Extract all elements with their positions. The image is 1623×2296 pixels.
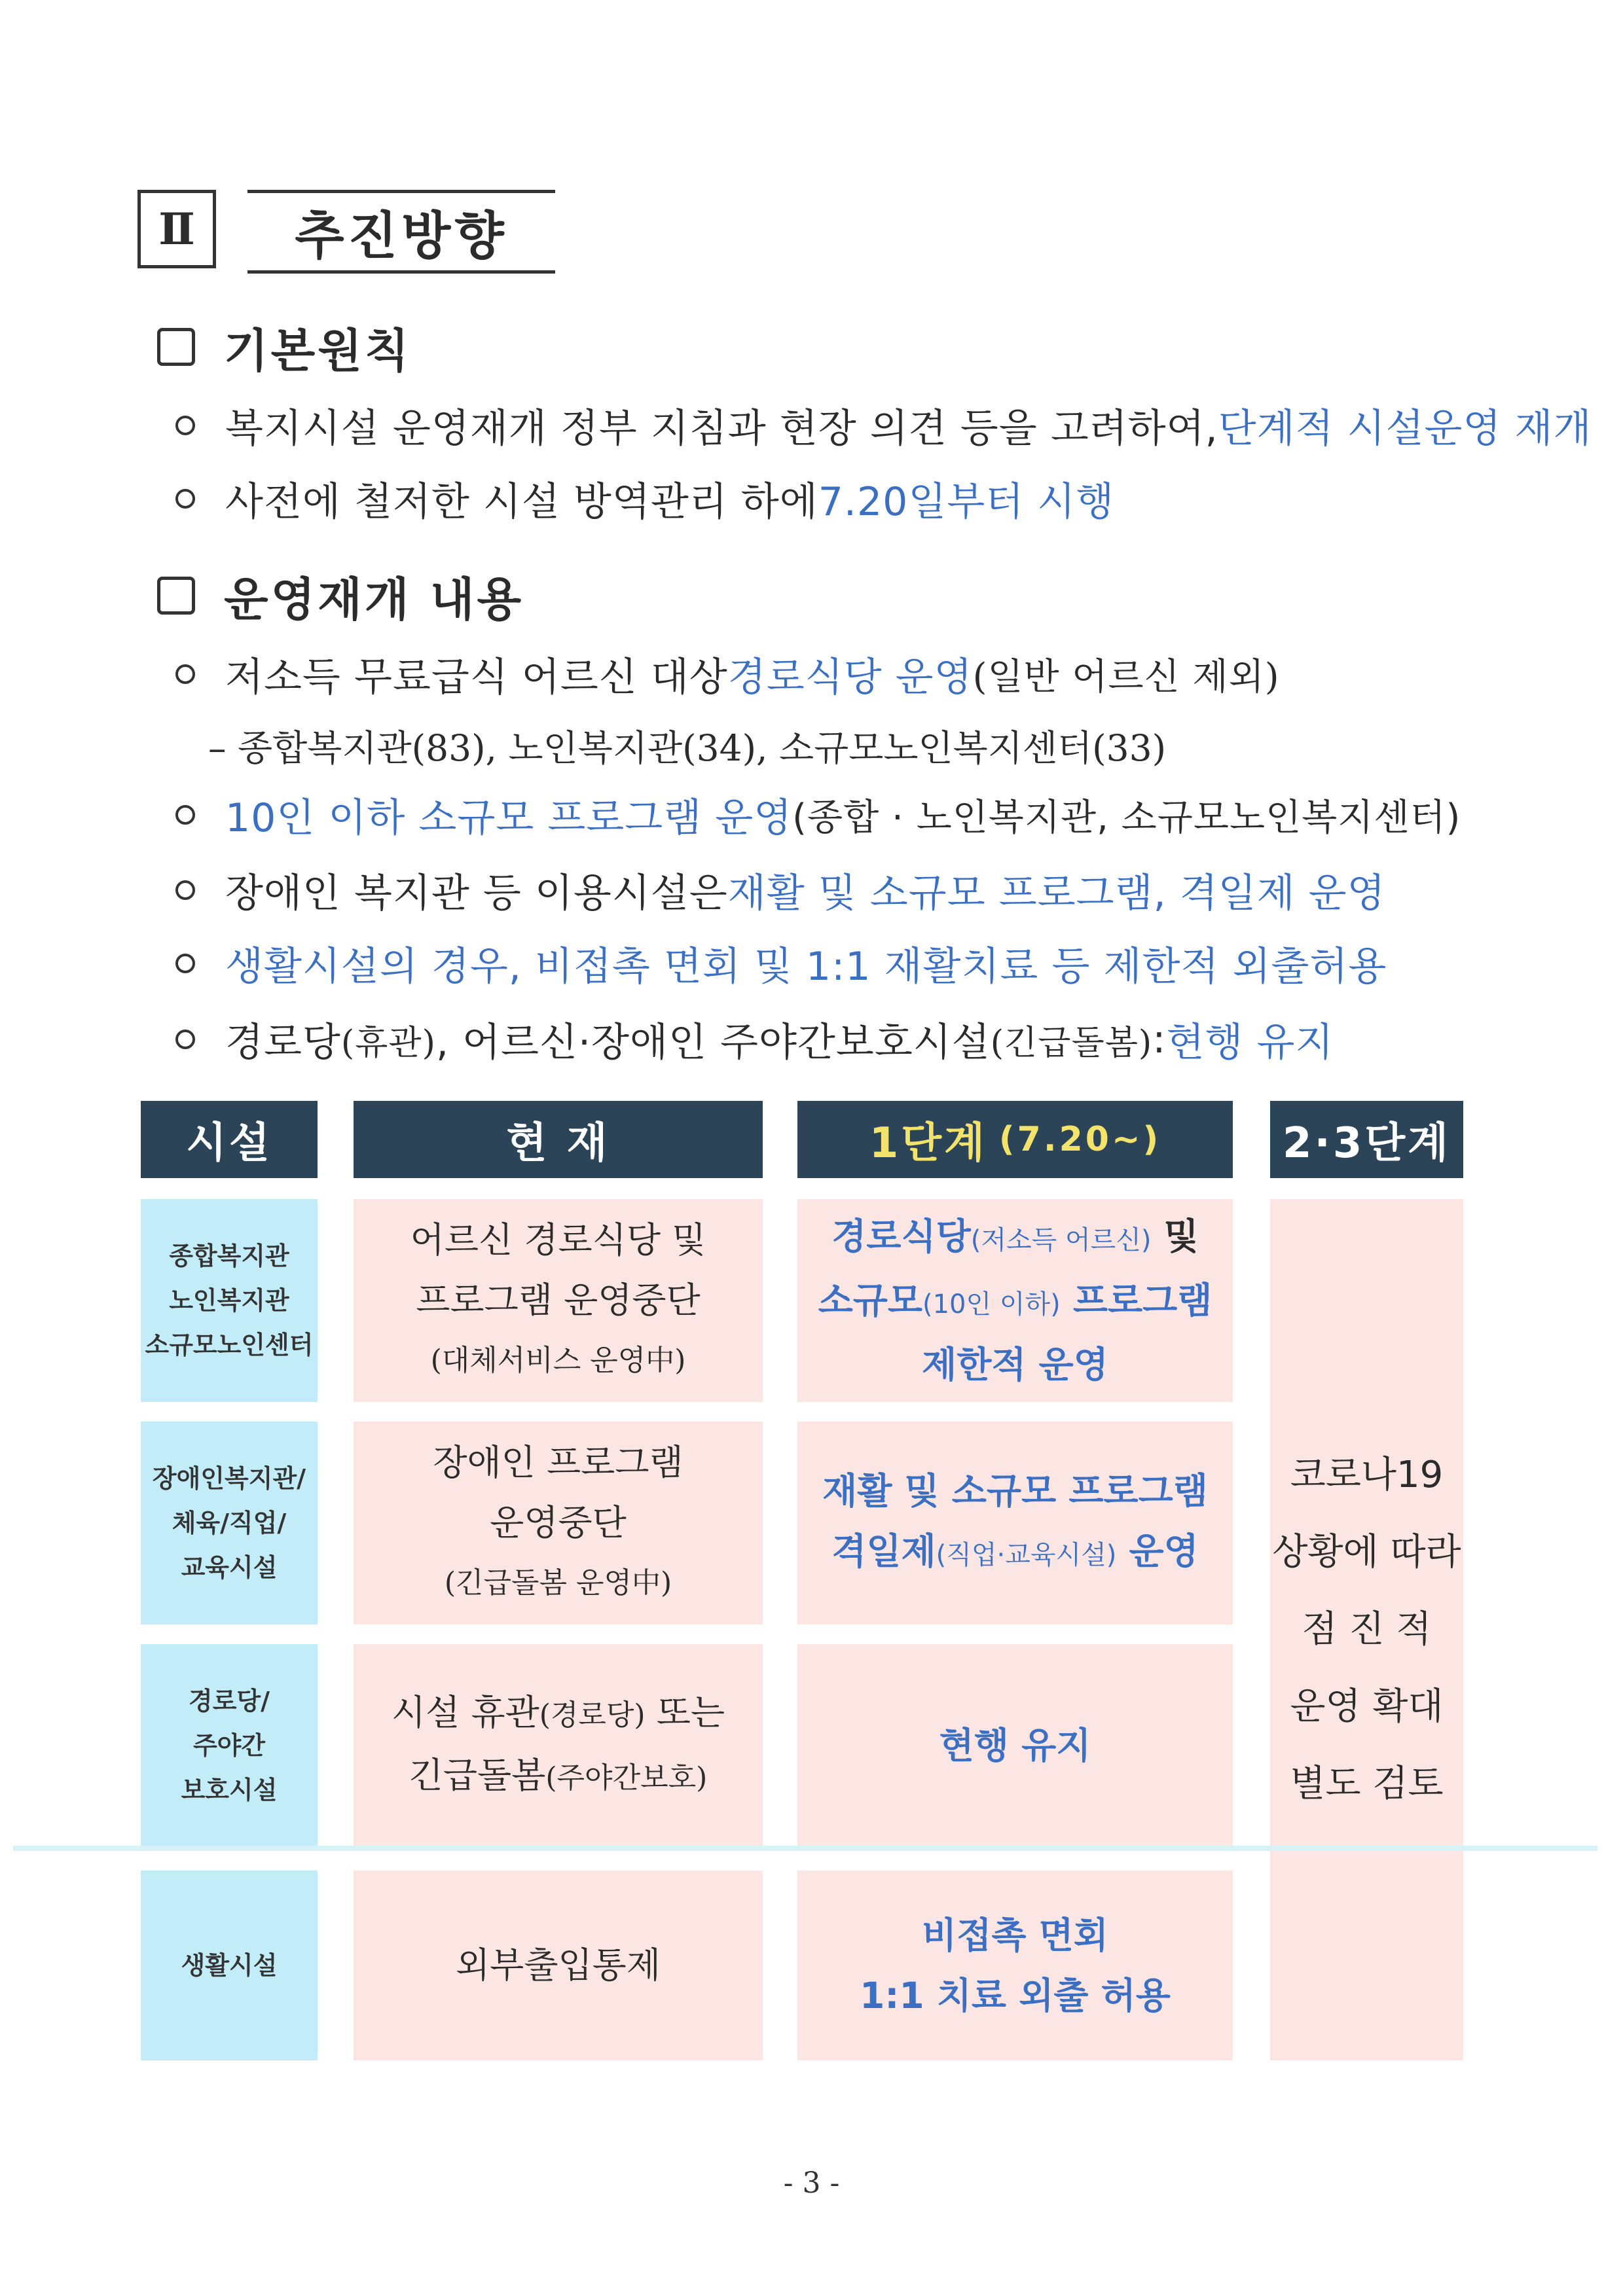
bullet-text: 사전에 철저한 시설 방역관리 하에 [225, 479, 818, 525]
bullet-highlight: 생활시설의 경우, 비접촉 면회 및 1:1 재활치료 등 제한적 외출허용 [225, 944, 1387, 990]
table-row-3-stage1 [797, 1644, 1233, 1847]
current-note: (대체서비스 운영中) [430, 1344, 686, 1377]
basic-bullet-2 [175, 473, 1114, 525]
current-line: 운영중단 [490, 1502, 627, 1543]
facility-line: 보호시설 [181, 1776, 278, 1804]
bullet-highlight: 경로식당 운영 [727, 655, 973, 700]
table-header-stage23: 2·3단계 [1270, 1101, 1463, 1178]
content-sub-bullet: – 종합복지관(83), 노인복지관(34), 소규모노인복지센터(33) [208, 726, 1167, 769]
stage1-text: 프로그램 [1060, 1280, 1213, 1321]
table-row-2-facility [141, 1422, 318, 1624]
facility-line: 종합복지관 [169, 1242, 289, 1270]
content-heading [157, 569, 524, 626]
current-text: 시설 휴관 [391, 1692, 539, 1733]
content-bullet-5 [175, 1013, 1334, 1066]
stage1-text: 격일제 [831, 1530, 936, 1572]
bullet-text: 복지시설 운영재개 정부 지침과 현장 의견 등을 고려하여, [225, 406, 1218, 452]
page-number: - 3 - [783, 2166, 840, 2200]
stage1-note: (직업·교육시설) [936, 1540, 1117, 1570]
current-line: 어르신 경로식당 및 [410, 1219, 706, 1261]
content-heading-text: 운영재개 내용 [224, 572, 524, 626]
basic-bullet-1 [175, 399, 1592, 452]
facility-line: 체육/직업/ [172, 1509, 287, 1537]
stage23-line: 코로나19 [1290, 1454, 1444, 1496]
table-header-current: 현 재 [354, 1101, 763, 1178]
section-title: 추진방향 [247, 190, 555, 274]
facility-line: 주야간 [192, 1731, 266, 1760]
content-bullet-3 [175, 864, 1386, 916]
current-note: (긴급돌봄 운영中) [444, 1566, 672, 1600]
current-line: 장애인 프로그램 [433, 1442, 684, 1483]
bullet-note: (긴급돌봄) [990, 1023, 1153, 1063]
bullet-highlight: 현행 유지 [1166, 1020, 1334, 1066]
stage1-note: (10인 이하) [922, 1289, 1061, 1319]
current-line [392, 1683, 725, 1746]
bullet-separator: : [1152, 1016, 1167, 1062]
stage1-line: 재활 및 소규모 프로그램 [822, 1470, 1208, 1512]
table-row-2-current [354, 1422, 763, 1624]
stage23-line: 별도 검토 [1290, 1763, 1444, 1805]
bullet-note: (휴관) [340, 1023, 436, 1063]
table-row-4-facility [141, 1871, 318, 2060]
section-number: Ⅱ [137, 190, 216, 268]
circle-bullet-icon [175, 954, 195, 973]
content-bullet-1 [175, 648, 1280, 700]
table-header-facility: 시설 [141, 1101, 318, 1178]
stage1-line: 제한적 운영 [922, 1344, 1108, 1386]
current-note: (주야간보호) [545, 1761, 708, 1795]
facility-line: 장애인복지관/ [152, 1464, 306, 1493]
bullet-highlight: 7.20일부터 시행 [818, 479, 1115, 525]
stage1-line: 현행 유지 [939, 1725, 1091, 1767]
stage1-text: 경로식당 [831, 1215, 971, 1257]
stage1-line [818, 1270, 1213, 1335]
stage23-line: 점 진 적 [1302, 1608, 1432, 1651]
stage1-label: 1단계 [869, 1119, 987, 1168]
circle-bullet-icon [175, 880, 195, 900]
table-row-4-stage1 [797, 1871, 1233, 2060]
stage23-line: 운영 확대 [1290, 1685, 1444, 1728]
table-row-2-stage1 [797, 1422, 1233, 1624]
bullet-highlight: 재활 및 소규모 프로그램, 격일제 운영 [727, 870, 1386, 916]
table-row-3-current [354, 1644, 763, 1847]
table-stage23-column [1270, 1199, 1463, 2060]
stage1-text: 운영 [1116, 1530, 1199, 1572]
scan-artifact-line [13, 1846, 1597, 1851]
stage1-line [831, 1206, 1199, 1270]
facility-line: 생활시설 [181, 1951, 278, 1980]
table-row-1-facility [141, 1199, 318, 1402]
bullet-highlight: 단계적 시설운영 재개 [1218, 406, 1592, 452]
checkbox-square-icon [157, 577, 195, 615]
bullet-text: , 어르신·장애인 주야간보호시설 [435, 1020, 991, 1066]
table-row-1-current [354, 1199, 763, 1402]
circle-bullet-icon [175, 805, 195, 825]
current-text: 긴급돌봄 [409, 1755, 546, 1796]
stage1-text: 및 [1151, 1215, 1199, 1257]
bullet-text: 경로당 [225, 1020, 341, 1066]
content-bullet-2 [175, 789, 1461, 841]
current-text: 또는 [645, 1692, 725, 1733]
current-line [409, 1746, 708, 1808]
table-row-4-current [354, 1871, 763, 2060]
bullet-highlight: 10인 이하 소규모 프로그램 운영 [225, 795, 793, 841]
bullet-text: 장애인 복지관 등 이용시설은 [225, 870, 728, 916]
circle-bullet-icon [175, 489, 195, 509]
circle-bullet-icon [175, 416, 195, 435]
stage1-line: 비접촉 면회 [922, 1914, 1108, 1956]
facility-line: 노인복지관 [169, 1286, 289, 1315]
facility-line: 교육시설 [181, 1553, 278, 1582]
checkbox-square-icon [157, 328, 195, 366]
basic-heading-text: 기본원칙 [224, 323, 412, 378]
table-row-1-stage1 [797, 1199, 1233, 1402]
stage1-line: 1:1 치료 외출 허용 [860, 1975, 1171, 2017]
basic-principle-heading [157, 321, 412, 378]
current-line: 프로그램 운영중단 [416, 1280, 701, 1321]
table-row-3-facility [141, 1644, 318, 1847]
circle-bullet-icon [175, 664, 195, 684]
stage1-note: (저소득 어르신) [970, 1225, 1152, 1255]
table-header-stage1 [797, 1101, 1233, 1178]
stage23-line: 상황에 따라 [1272, 1531, 1461, 1573]
bullet-note: (종합 · 노인복지관, 소규모노인복지센터) [792, 797, 1461, 839]
facility-line: 경로당/ [188, 1687, 270, 1715]
bullet-note: (일반 어르신 제외) [972, 656, 1280, 698]
stage1-date: (7.20~) [998, 1120, 1161, 1159]
current-note: (경로당) [539, 1698, 646, 1732]
stage1-line [831, 1521, 1199, 1585]
facility-line: 소규모노인센터 [145, 1331, 314, 1359]
content-bullet-4 [175, 937, 1387, 990]
stage1-text: 소규모 [818, 1280, 922, 1321]
bullet-text: 저소득 무료급식 어르신 대상 [225, 655, 728, 700]
circle-bullet-icon [175, 1030, 195, 1049]
current-line: 외부출입통제 [456, 1945, 661, 1986]
